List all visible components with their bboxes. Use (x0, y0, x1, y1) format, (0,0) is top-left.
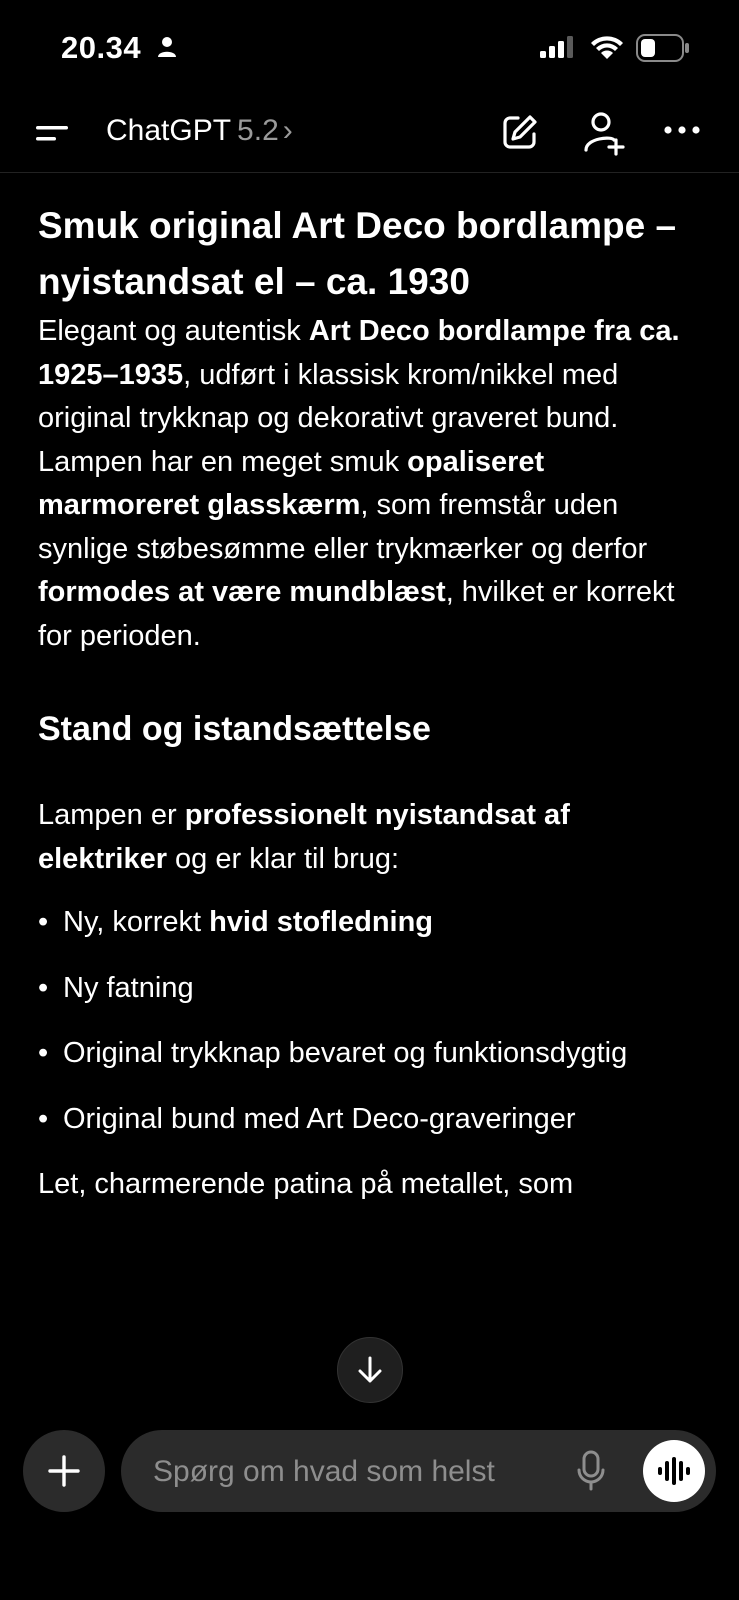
add-user-icon (582, 110, 626, 156)
text-span: Original bund med Art Deco-graveringer (63, 1102, 576, 1135)
arrow-down-icon (356, 1355, 384, 1385)
model-version: 5.2 (237, 114, 279, 147)
condition-paragraph (38, 794, 698, 881)
message-title: Smuk original Art Deco bordlampe – nyistandsat el – ca. 1930 (38, 205, 677, 302)
text-span: og er klar til brug: (167, 842, 400, 875)
attach-button[interactable] (23, 1430, 105, 1512)
scroll-to-bottom-button[interactable] (337, 1337, 403, 1403)
menu-icon (34, 116, 70, 152)
section-heading: Stand og istandsættelse (38, 710, 431, 748)
assistant-message (38, 172, 698, 1422)
wifi-icon (590, 34, 624, 65)
text-span: , hvilket er korrekt for perioden. (38, 576, 675, 652)
more-icon (664, 125, 700, 135)
battery-icon (636, 34, 690, 67)
new-chat-button[interactable] (500, 112, 540, 157)
microphone-icon (576, 1450, 606, 1492)
message-input[interactable] (151, 1450, 535, 1494)
list-item (38, 901, 698, 945)
text-span: Lampen er (38, 799, 185, 831)
message-composer (121, 1430, 716, 1512)
bold-span: professionelt nyistandsat af elektriker (38, 799, 570, 875)
voice-mode-button[interactable] (643, 1440, 705, 1502)
glass-paragraph (38, 441, 698, 659)
status-bar (0, 0, 739, 98)
text-span: , udført i klassisk krom/nikkel med original trykknap og dekorativt graveret bund. (38, 358, 619, 434)
bold-span: Art Deco bordlampe fra ca. 1925–1935 (38, 315, 680, 391)
bold-span: hvid stofledning (209, 906, 434, 938)
voice-mode-icon (656, 1456, 692, 1486)
text-span: Ny fatning (63, 971, 194, 1004)
text-span: , som fremstår uden synlige støbesømme eller trykmærker og derfor (38, 489, 648, 565)
add-people-button[interactable] (582, 110, 626, 161)
text-span: Ny, korrekt (63, 906, 210, 938)
app-header (0, 98, 739, 173)
more-options-button[interactable] (664, 122, 700, 140)
text-span: Let, charmerende patina på metallet, som (38, 1168, 574, 1200)
menu-button[interactable] (34, 116, 70, 152)
bold-span: opaliseret marmoreret glasskærm (38, 445, 545, 521)
signal-icon (540, 36, 574, 63)
list-item (38, 1032, 698, 1076)
list-item (38, 967, 698, 1011)
text-span: Elegant og autentisk (38, 315, 309, 347)
bold-span: formodes at være mundblæst (38, 576, 446, 608)
intro-paragraph (38, 310, 698, 441)
app-name: ChatGPT (106, 114, 232, 147)
text-span: Lampen har en meget smuk (38, 445, 408, 478)
condition-list (38, 901, 698, 1141)
patina-paragraph (38, 1163, 698, 1207)
model-selector[interactable] (106, 114, 293, 148)
dictation-button[interactable] (576, 1450, 606, 1497)
plus-icon (47, 1454, 81, 1488)
chevron-right-icon: › (282, 114, 293, 147)
list-item (38, 1098, 698, 1142)
text-span: Original trykknap bevaret og funktionsdygtig (63, 1037, 628, 1069)
person-icon (157, 36, 177, 63)
edit-icon (500, 112, 540, 152)
status-time: 20.34 (61, 30, 142, 65)
